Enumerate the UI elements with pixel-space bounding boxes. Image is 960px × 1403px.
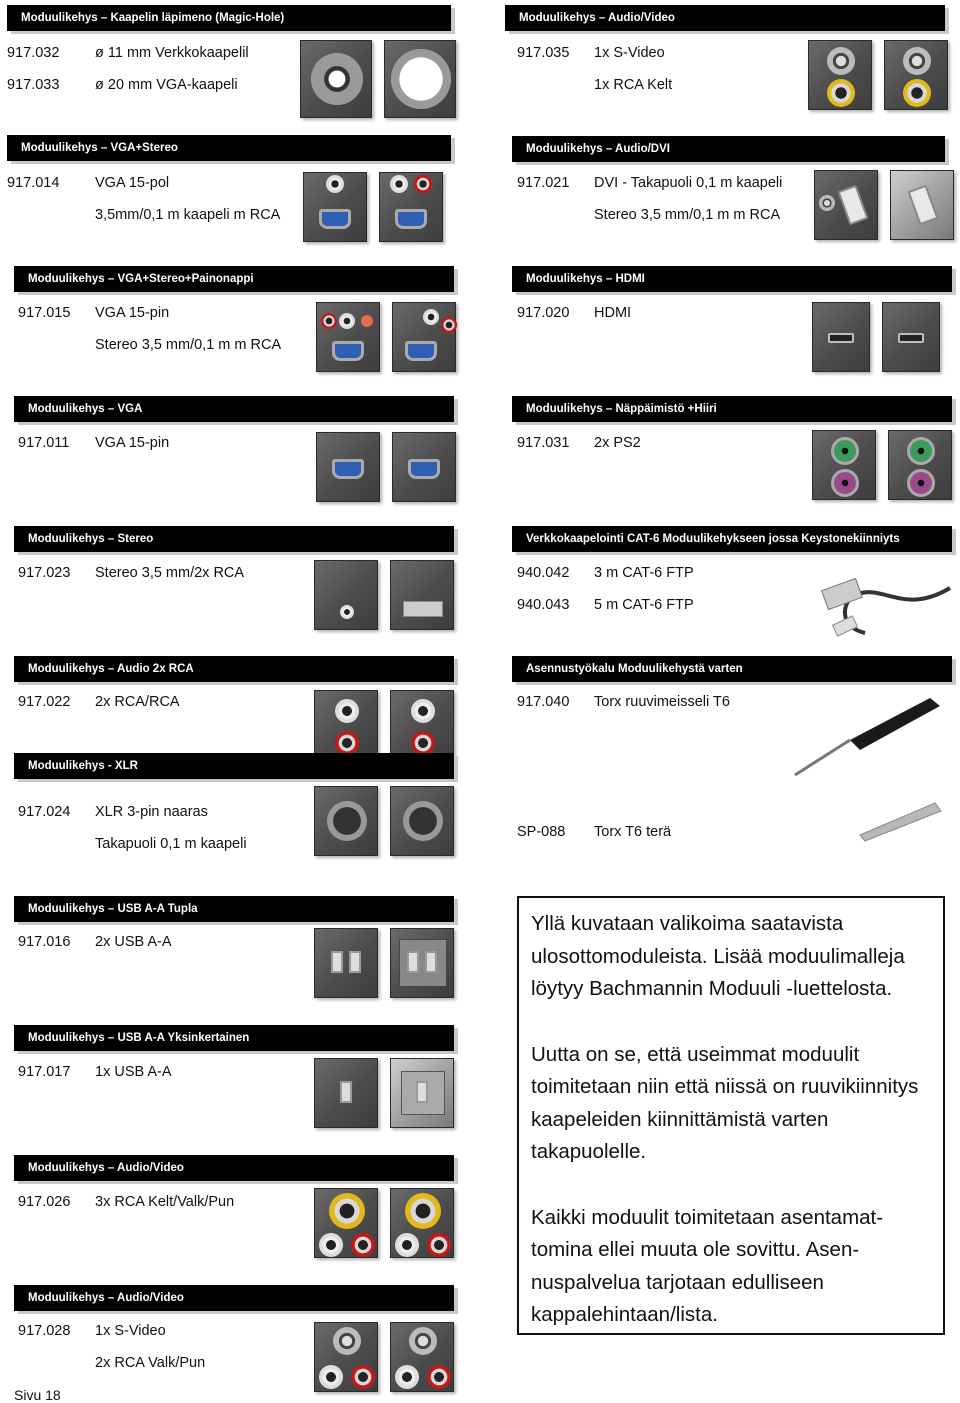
section-header-vga-stereo-button: Moduulikehys – VGA+Stereo+Painonappi [14,266,454,292]
torx-bit-image [855,795,945,845]
ps2-plate-image [888,430,952,500]
product-desc: Torx ruuvimeisseli T6 [594,694,730,710]
product-code: 917.022 [18,694,71,710]
3rca-plate-image [390,1188,454,1258]
magic-hole-11mm-image [300,40,372,118]
usb-single-plate-image [314,1058,378,1128]
svideo-rca-plate-image [884,40,948,110]
info-box [517,896,945,1335]
section-header-stereo: Moduulikehys – Stereo [14,526,454,552]
section-header-audio-2rca: Moduulikehys – Audio 2x RCA [14,656,454,682]
product-desc: VGA 15-pin [95,435,170,451]
info-paragraph: Yllä kuvataan valikoima saatavista ulosottomoduleista. Lisää moduulimalleja löytyy Bachmannin Moduuli -luettelosta. [531,912,905,1000]
product-desc: 3 m CAT-6 FTP [594,565,694,581]
product-desc: 2x RCA Valk/Pun [95,1355,206,1371]
vga-plate-image [316,432,380,502]
svideo-2rca-plate-image [390,1322,454,1392]
product-images [314,1058,454,1128]
product-desc: Stereo 3,5 mm/0,1 m m RCA [95,337,282,353]
product-desc: Stereo 3,5 mm/2x RCA [95,565,245,581]
product-code: 917.033 [7,77,60,93]
section-header-hdmi: Moduulikehys – HDMI [512,266,952,292]
product-images [316,302,456,372]
product-desc: DVI - Takapuoli 0,1 m kaapeli [594,175,783,191]
product-desc: 1x RCA Kelt [594,77,673,93]
product-desc: 1x S-Video [594,45,665,61]
product-code: 917.017 [18,1064,71,1080]
product-code: 917.031 [517,435,570,451]
stereo-plate-image [390,560,454,630]
product-code: 917.015 [18,305,71,321]
3rca-plate-image [314,1188,378,1258]
product-images [814,170,954,240]
product-code: 917.020 [517,305,570,321]
svideo-2rca-plate-image [314,1322,378,1392]
product-images [300,40,456,118]
product-images [314,928,454,998]
product-desc: 1x USB A-A [95,1064,172,1080]
product-desc: HDMI [594,305,632,321]
section-header-audio-video: Moduulikehys – Audio/Video [14,1285,454,1311]
section-header-audio-dvi: Moduulikehys – Audio/DVI [512,136,945,162]
info-paragraph: Uutta on se, että useimmat moduulit toimitetaan niin että niissä on ruuvikiinnitys kaapeleiden kiinnittämistä varten takapuolelle. [531,1042,919,1163]
audio-dvi-plate-image [814,170,878,240]
usb-double-plate-image [390,928,454,998]
product-desc: 2x USB A-A [95,934,172,950]
product-desc: Torx T6 terä [594,824,672,840]
product-code: 917.028 [18,1323,71,1339]
product-desc: 2x PS2 [594,435,641,451]
product-code: 917.032 [7,45,60,61]
product-images [314,690,454,760]
product-code: 917.035 [517,45,570,61]
hdmi-plate-image [882,302,940,372]
section-header-audio-video: Moduulikehys – Audio/Video [14,1155,454,1181]
product-images [316,432,456,502]
vga-stereo-plate-image [379,172,443,242]
product-images [808,40,948,110]
product-desc: Stereo 3,5 mm/0,1 m m RCA [594,207,781,223]
xlr-plate-image [390,786,454,856]
info-paragraph: Kaikki moduulit toimitetaan asentamat-tomina ellei muuta ole sovittu. Asen-nuspalvelua tarjotaan edulliseen kappalehintaan/lista. [531,1205,884,1326]
section-header-usb-double: Moduulikehys – USB A-A Tupla [14,896,454,922]
product-desc: VGA 15-pol [95,175,170,191]
vga-plate-image [392,432,456,502]
section-header-audio-video: Moduulikehys – Audio/Video [505,5,945,31]
product-code: 917.024 [18,804,71,820]
vga-stereo-plate-image [303,172,367,242]
product-code: 917.016 [18,934,71,950]
vga-stereo-button-plate-image [316,302,380,372]
product-desc: 2x RCA/RCA [95,694,180,710]
product-code: 917.014 [7,175,60,191]
product-desc: ø 11 mm Verkkokaapelil [95,45,249,61]
xlr-plate-image [314,786,378,856]
product-code: 917.026 [18,1194,71,1210]
section-header-tool: Asennustyökalu Moduulikehystä varten [512,656,952,682]
product-desc: ø 20 mm VGA-kaapeli [95,77,238,93]
product-desc: 1x S-Video [95,1323,166,1339]
ps2-plate-image [812,430,876,500]
product-desc: Takapuoli 0,1 m kaapeli [95,836,247,852]
product-images [812,302,940,372]
product-code: 917.011 [18,435,70,451]
section-header-xlr: Moduulikehys - XLR [14,753,454,779]
product-images [812,430,952,500]
rca-plate-image [314,690,378,760]
cat6-cable-image [810,558,955,640]
section-header-usb-single: Moduulikehys – USB A-A Yksinkertainen [14,1025,454,1051]
product-desc: XLR 3-pin naaras [95,804,208,820]
product-desc: VGA 15-pin [95,305,170,321]
product-code: 917.040 [517,694,570,710]
product-desc: 3x RCA Kelt/Valk/Pun [95,1194,235,1210]
product-images [314,786,454,856]
product-code: 917.021 [517,175,570,191]
usb-single-plate-image [390,1058,454,1128]
screwdriver-image [790,690,950,780]
svideo-rca-plate-image [808,40,872,110]
product-desc: 3,5mm/0,1 m kaapeli m RCA [95,207,281,223]
rca-plate-image [390,690,454,760]
product-images [314,560,454,630]
usb-double-plate-image [314,928,378,998]
page-number: Sivu 18 [14,1387,61,1403]
hdmi-plate-image [812,302,870,372]
magic-hole-20mm-image [384,40,456,118]
product-images [314,1188,454,1258]
stereo-plate-image [314,560,378,630]
product-code: 940.042 [517,565,570,581]
product-images [303,172,443,242]
product-images [314,1322,454,1392]
section-header-keyboard-mouse: Moduulikehys – Näppäimistö +Hiiri [512,396,952,422]
audio-dvi-plate-image [890,170,954,240]
product-code: SP-088 [517,824,566,840]
product-code: 940.043 [517,597,570,613]
section-header-vga-stereo: Moduulikehys – VGA+Stereo [7,135,451,161]
section-header-cat6: Verkkokaapelointi CAT-6 Moduulikehykseen jossa Keystonekiinniyts [512,526,952,552]
product-code: 917.023 [18,565,71,581]
product-desc: 5 m CAT-6 FTP [594,597,694,613]
vga-stereo-button-plate-image [392,302,456,372]
section-header-vga: Moduulikehys – VGA [14,396,454,422]
section-header-magic-hole: Moduulikehys – Kaapelin läpimeno (Magic-Hole) [7,5,451,31]
